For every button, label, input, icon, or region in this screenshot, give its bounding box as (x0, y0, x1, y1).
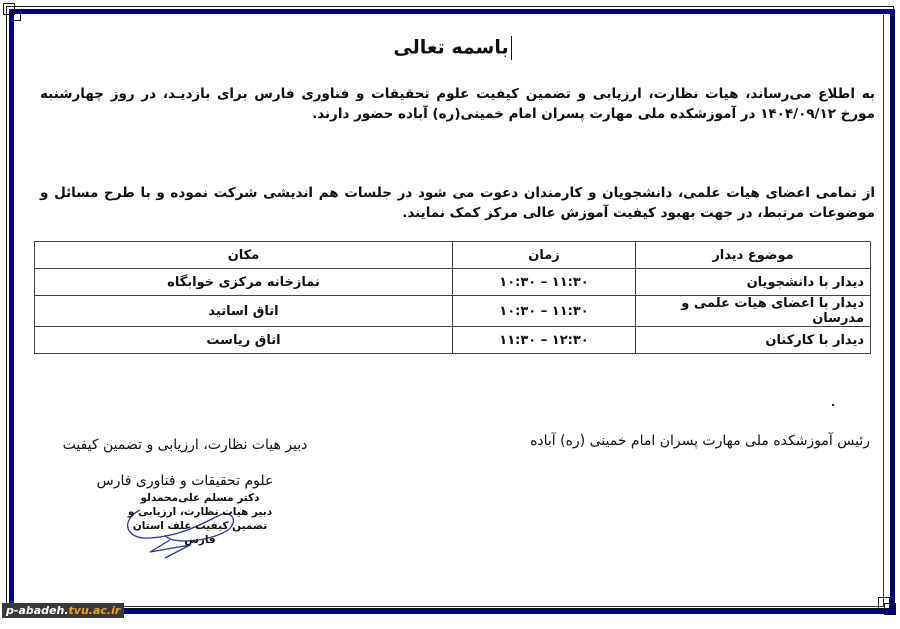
title-text: باسمه تعالی (393, 36, 509, 59)
cell-time: ۱۰:۳۰ – ۱۱:۳۰ (453, 296, 636, 327)
cell-place: اتاق اساتید (35, 296, 453, 327)
official-stamp-text (120, 491, 280, 547)
corner-ornament-bottom-right-2 (884, 603, 896, 615)
cell-place: نمازخانه مرکزی خوابگاه (35, 269, 453, 296)
signature-secretary-line2: علوم تحقیقات و فناوری فارس (96, 473, 274, 489)
site-watermark (2, 603, 124, 618)
cell-time: ۱۱:۳۰ – ۱۲:۳۰ (453, 327, 636, 354)
table-header-row (35, 242, 871, 269)
watermark-domain-part1: p-abadeh. (6, 604, 69, 617)
corner-ornament-top-left-2 (9, 9, 21, 21)
text-cursor (511, 36, 512, 60)
signature-secretary-block (40, 427, 330, 499)
cell-topic: دیدار با اعضای هیات علمی و مدرسان (636, 296, 871, 327)
table-row (35, 327, 871, 354)
header-time: زمان (453, 242, 636, 269)
document-title (30, 36, 875, 60)
cell-time: ۱۰:۳۰ – ۱۱:۳۰ (453, 269, 636, 296)
watermark-domain-part2: tvu.ac.ir (68, 604, 121, 617)
cell-place: اتاق ریاست (35, 327, 453, 354)
stamp-line3: تضمین کیفیت علف استان فارس (132, 520, 268, 546)
paragraph-invitation: از تمامی اعضای هیات علمی، دانشجویان و کارمندان دعوت می شود در جلسات هم اندیشی شرکت نموده و با طرح مسائل و موضوعات مرتبط، در جهت بهبود کیفیت آموزش عالی مرکز کمک نمایند. (40, 185, 875, 221)
paragraph-announcement: به اطلاع می‌رساند، هیات نظارت، ارزیابی و تضمین کیفیت علوم تحقیقات و فناوری فارس برای بازدیـد، در روز چهارشنبه مورخ ۱۴۰۴/۰۹/۱۲ در آموزشکده ملی مهارت پسران امام خمینی(ره) آباده حضور دارند. (40, 86, 875, 122)
cell-topic: دیدار با کارکنان (636, 327, 871, 354)
stamp-line2: دبیر هیات نظارت، ارزیابی و (127, 506, 273, 518)
cell-topic: دیدار با دانشجویان (636, 269, 871, 296)
signature-director-title: رئیس آموزشکده ملی مهارت پسران امام خمینی (ره) آباده (530, 433, 870, 449)
stamp-line1: دکتر مسلم علی‌محمدلو (140, 492, 260, 504)
stray-dot (832, 404, 834, 406)
header-place: مکان (35, 242, 453, 269)
table-row (35, 269, 871, 296)
table-row (35, 296, 871, 327)
header-topic: موضوع دیدار (636, 242, 871, 269)
signature-secretary-line1: دبیر هیات نظارت، ارزیابی و تضمین کیفیت (62, 437, 308, 453)
meeting-schedule-table (34, 241, 871, 354)
